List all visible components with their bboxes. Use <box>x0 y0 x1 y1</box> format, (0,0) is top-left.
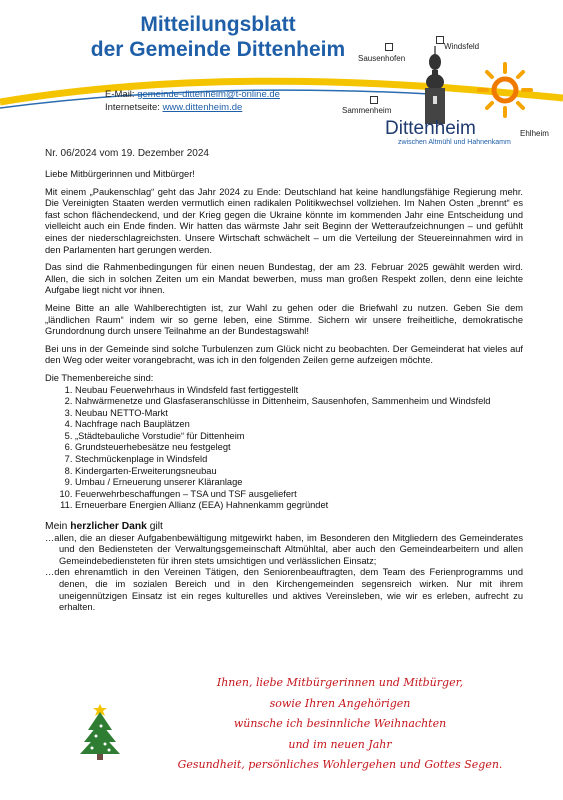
thanks-post: gilt <box>146 521 163 533</box>
place-marker <box>385 43 393 51</box>
email-label: E-Mail: <box>105 89 138 100</box>
email-link[interactable]: gemeinde-dittenheim@t-online.de <box>137 89 280 100</box>
thanks-item: …allen, die an dieser Aufgabenbewältigung mitgewirkt haben, im Besonderen den Mitgliedern des Gemeinderates und den Bediensteten der Verwaltungsgemeinschaft Altmühltal, aber auch den Gemeindearbeitern und allen Gemeindebediensteten für ihren stets umsichtigen und verlässlichen Einsatz; <box>45 532 523 566</box>
place-sammenheim: Sammenheim <box>342 106 392 115</box>
contact-web-row <box>105 102 242 114</box>
thanks-heading <box>45 521 523 533</box>
greeting-line: und im neuen Jahr <box>288 737 392 751</box>
greeting-line: sowie Ihren Angehörigen <box>269 696 411 710</box>
paragraph: Bei uns in der Gemeinde sind solche Turbulenzen zum Glück nicht zu beobachten. Der Gemeinderat hat vieles auf den Weg oder weiter vorangebracht, was ich in den folgenden Zeilen gerne aufzeigen möchte. <box>45 343 523 366</box>
letter-body <box>45 169 523 614</box>
topic-item: 8. Kindergarten-Erweiterungsneubau <box>75 466 523 478</box>
christmas-greeting <box>150 673 530 776</box>
thanks-bold: herzlicher Dank <box>70 521 147 533</box>
logo-tagline: zwischen Altmühl und Hahnenkamm <box>398 139 511 146</box>
greeting-line: Ihnen, liebe Mitbürgerinnen und Mitbürger, <box>216 676 464 689</box>
place-marker <box>370 96 378 104</box>
greeting-line: wünsche ich besinnliche Weihnachten <box>233 717 447 730</box>
contact-email-row <box>105 89 280 101</box>
web-label: Internetseite: <box>105 102 163 113</box>
salutation: Liebe Mitbürgerinnen und Mitbürger! <box>45 169 195 179</box>
thanks-pre: Mein <box>45 521 71 533</box>
title-line-2: der Gemeinde Dittenheim <box>90 38 346 61</box>
church-tower-icon <box>415 44 455 124</box>
place-windsfeld: Windsfeld <box>444 42 480 51</box>
paragraph: Das sind die Rahmenbedingungen für einen neuen Bundestag, der am 23. Februar 2025 gewählt werden wird. Allen, die sich in solchen Zeiten um ein Mandat bewerben, muss man großen Respekt zollen, denn eine leichte Aufgabe liegt nicht vor ihnen. <box>45 262 523 296</box>
place-sausenhofen: Sausenhofen <box>358 54 406 63</box>
christmas-tree-icon <box>78 700 122 762</box>
topic-item: 3. Neubau NETTO-Markt <box>75 408 523 420</box>
topic-item: 4. Nachfrage nach Bauplätzen <box>75 419 523 431</box>
topic-item: 5. „Städtebauliche Vorstudie“ für Dittenheim <box>75 431 523 443</box>
topic-item: 10. Feuerwehrbeschaffungen – TSA und TSF ausgeliefert <box>75 489 523 501</box>
place-marker <box>436 36 444 44</box>
topic-item: 2. Nahwärmenetze und Glasfaseranschlüsse in Dittenheim, Sausenhofen, Sammenheim und Windsfeld <box>75 396 523 408</box>
topics-list <box>45 385 523 513</box>
topic-item: 6. Grundsteuerhebesätze neu festgelegt <box>75 442 523 454</box>
thanks-item: …den ehrenamtlich in den Vereinen Tätigen, den Seniorenbeauftragten, dem Team des Ferienprogramms und denen, die im sozialen Bereich und in den Kirchengemeinden segensreich wirken. Nur mit ihrem uneigennützigen Einsatz ist ein reges kulturelles und aktives Vereinsleben, wie wir es erleben, aufrecht zu erhalten. <box>45 567 523 613</box>
paragraph: Meine Bitte an alle Wahlberechtigten ist, zur Wahl zu gehen oder die Briefwahl zu nutzen. Geben Sie dem „ländlichen Raum“ indem wir so gerne leben, eine Stimme. Sichern wir unsere freiheitliche, demokratische Grundordnung durch unsere Teilnahme an der Bundestagswahl! <box>45 302 523 337</box>
topic-item: 11. Erneuerbare Energien Allianz (EEA) Hahnenkamm gegründet <box>75 500 523 512</box>
topic-item: 7. Stechmückenplage in Windsfeld <box>75 454 523 466</box>
municipality-logo <box>330 0 563 160</box>
title-line-1: Mitteilungsblatt <box>140 13 296 36</box>
topic-item: 9. Umbau / Erneuerung unserer Kläranlage <box>75 477 523 489</box>
sun-icon <box>475 60 535 120</box>
issue-number: Nr. 06/2024 vom 19. Dezember 2024 <box>45 148 209 159</box>
paragraph: Mit einem „Paukenschlag“ geht das Jahr 2024 zu Ende: Deutschland hat keine handlungsfähige Regierung mehr. Die Vereinigten Staaten werden vermutlich einen radikalen Politikwechsel vollziehen. Im Nahen Osten „brennt“ es fast schon flächendeckend, und der Krieg gegen die Ukraine könnte im kommenden Jahr eine Entscheidung und vielleicht auch ein Ende finden. Wir hatten das wärmste Jahr seit Beginn der Wetteraufzeichnungen – und gefühlt eines der niederschlagreichsten. Unsere Wirtschaft schwächelt – um die Verteilung der Steuereinnahmen wird in den Parlamenten hart gerungen werden. <box>45 186 523 255</box>
topics-intro: Die Themenbereiche sind: <box>45 372 154 383</box>
logo-name: Dittenheim <box>385 118 476 139</box>
greeting-line: Gesundheit, persönliches Wohlergehen und Gottes Segen. <box>177 758 503 771</box>
topic-item: 1. Neubau Feuerwehrhaus in Windsfeld fast fertiggestellt <box>75 385 523 397</box>
web-link[interactable]: www.dittenheim.de <box>162 102 243 113</box>
place-ehlheim: Ehlheim <box>520 129 549 138</box>
